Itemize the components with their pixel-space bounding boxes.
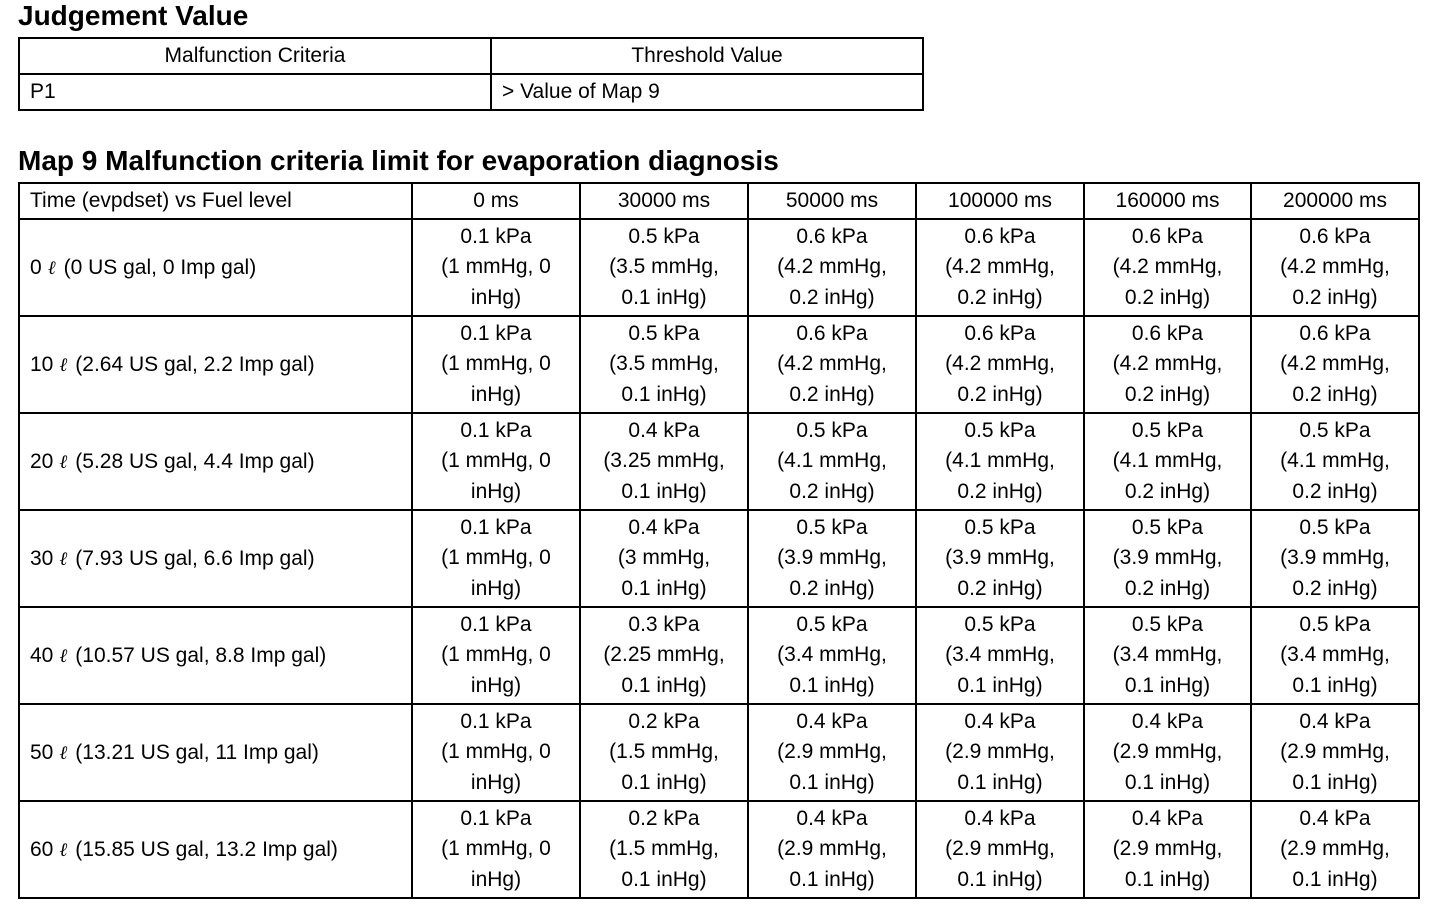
conversion-line: (4.1 mmHg, [1280, 449, 1390, 473]
table-row [19, 219, 1419, 316]
kpa-value: 0.6 kPa [796, 321, 868, 345]
threshold-value-cell [1084, 510, 1251, 607]
fuel-liters: 10 [30, 352, 54, 376]
threshold-value-cell [580, 607, 748, 704]
conversion-line: inHg) [470, 770, 522, 794]
conversion-line: (3.9 mmHg, [1280, 546, 1390, 570]
conversion-line: 0.1 inHg) [789, 770, 875, 794]
fuel-conversion: (15.85 US gal, 13.2 Imp gal) [75, 837, 338, 861]
threshold-value-cell [916, 413, 1084, 510]
kpa-value: 0.4 kPa [1131, 709, 1204, 733]
conversion-line: (1 mmHg, 0 [441, 449, 551, 473]
fuel-level-cell [19, 510, 412, 607]
conversion-line: 0.2 inHg) [957, 285, 1043, 309]
kpa-value: 0.1 kPa [460, 321, 532, 345]
conversion-line: 0.1 inHg) [621, 673, 707, 697]
conversion-line: 0.2 inHg) [957, 576, 1043, 600]
threshold-value-cell [916, 607, 1084, 704]
conversion-line: 0.1 inHg) [1124, 673, 1211, 697]
threshold-value-cell [1084, 704, 1251, 801]
kpa-value: 0.5 kPa [796, 418, 868, 442]
fuel-conversion: (13.21 US gal, 11 Imp gal) [75, 740, 319, 764]
fuel-liters: 30 [30, 546, 54, 570]
conversion-line: (4.2 mmHg, [1112, 352, 1223, 376]
fuel-conversion: (10.57 US gal, 8.8 Imp gal) [75, 643, 327, 667]
judgement-value-heading: Judgement Value [18, 0, 249, 31]
conversion-line: 0.2 inHg) [1292, 479, 1378, 503]
kpa-value: 0.4 kPa [796, 806, 868, 830]
conversion-line: (4.1 mmHg, [1112, 449, 1223, 473]
table-row [19, 316, 1419, 413]
table-row [19, 801, 1419, 898]
kpa-value: 0.5 kPa [964, 418, 1036, 442]
fuel-level-cell [19, 704, 412, 801]
conversion-line: 0.1 inHg) [621, 770, 707, 794]
threshold-value-cell [916, 219, 1084, 316]
threshold-value-cell [580, 413, 748, 510]
conversion-line: 0.2 inHg) [1292, 576, 1378, 600]
threshold-value-cell [412, 316, 580, 413]
fuel-liters: 60 [30, 837, 54, 861]
table-row [19, 607, 1419, 704]
kpa-value: 0.4 kPa [1299, 806, 1371, 830]
table-row [19, 704, 1419, 801]
conversion-line: 0.1 inHg) [789, 673, 875, 697]
kpa-value: 0.2 kPa [628, 806, 700, 830]
kpa-value: 0.1 kPa [460, 224, 532, 248]
threshold-value-cell [412, 413, 580, 510]
fuel-conversion: (5.28 US gal, 4.4 Imp gal) [75, 449, 315, 473]
threshold-value-cell [748, 704, 916, 801]
conversion-line: 0.2 inHg) [1124, 576, 1211, 600]
kpa-value: 0.6 kPa [1299, 224, 1371, 248]
threshold-value-cell [412, 510, 580, 607]
conversion-line: (2.9 mmHg, [1280, 740, 1390, 764]
liter-symbol: ℓ [59, 644, 68, 667]
conversion-line: 0.2 inHg) [1292, 382, 1378, 406]
conversion-line: (2.9 mmHg, [777, 740, 887, 764]
map-header-row [19, 183, 1419, 219]
map-9-table [18, 182, 1420, 899]
kpa-value: 0.5 kPa [1299, 515, 1371, 539]
threshold-value-cell [1251, 510, 1419, 607]
threshold-value-cell [1251, 219, 1419, 316]
threshold-value-cell [580, 219, 748, 316]
column-header-cell: 30000 ms [580, 183, 748, 219]
kpa-value: 0.1 kPa [460, 515, 532, 539]
conversion-line: 0.1 inHg) [957, 867, 1043, 891]
fuel-level-cell [19, 801, 412, 898]
conversion-line: 0.2 inHg) [789, 479, 875, 503]
conversion-line: 0.1 inHg) [1124, 770, 1211, 794]
threshold-value-cell [916, 510, 1084, 607]
conversion-line: inHg) [470, 382, 522, 406]
conversion-line: 0.2 inHg) [957, 382, 1043, 406]
conversion-line: (4.2 mmHg, [1280, 255, 1390, 279]
conversion-line: (1 mmHg, 0 [441, 352, 551, 376]
conversion-line: (1.5 mmHg, [609, 837, 719, 861]
conversion-line: (4.2 mmHg, [1112, 255, 1223, 279]
kpa-value: 0.1 kPa [460, 612, 532, 636]
threshold-value-cell [1251, 801, 1419, 898]
conversion-line: (1 mmHg, 0 [441, 255, 551, 279]
fuel-level-cell [19, 219, 412, 316]
conversion-line: (3 mmHg, [617, 546, 711, 570]
conversion-line: 0.1 inHg) [621, 867, 707, 891]
conversion-line: 0.1 inHg) [1292, 867, 1378, 891]
conversion-line: 0.2 inHg) [1124, 479, 1211, 503]
fuel-liters: 50 [30, 740, 54, 764]
conversion-line: (4.1 mmHg, [777, 449, 887, 473]
conversion-line: (3.25 mmHg, [603, 449, 725, 473]
conversion-line: (4.1 mmHg, [945, 449, 1055, 473]
threshold-value-cell [412, 801, 580, 898]
threshold-value-cell [1084, 316, 1251, 413]
kpa-value: 0.1 kPa [460, 806, 532, 830]
conversion-line: (1 mmHg, 0 [441, 740, 551, 764]
liter-symbol: ℓ [47, 256, 56, 279]
threshold-value-cell [748, 510, 916, 607]
conversion-line: (4.2 mmHg, [1280, 352, 1390, 376]
conversion-line: (1.5 mmHg, [609, 740, 719, 764]
conversion-line: (4.2 mmHg, [777, 352, 887, 376]
fuel-conversion: (7.93 US gal, 6.6 Imp gal) [75, 546, 315, 570]
conversion-line: inHg) [470, 867, 522, 891]
judgement-table [18, 37, 924, 111]
conversion-line: 0.1 inHg) [1292, 770, 1378, 794]
criteria-cell: P1 [19, 74, 491, 110]
conversion-line: 0.1 inHg) [621, 479, 707, 503]
threshold-value-cell [1251, 413, 1419, 510]
conversion-line: 0.1 inHg) [621, 576, 707, 600]
conversion-line: 0.1 inHg) [789, 867, 875, 891]
kpa-value: 0.5 kPa [1131, 612, 1204, 636]
conversion-line: inHg) [470, 673, 522, 697]
conversion-line: 0.1 inHg) [1292, 673, 1378, 697]
threshold-value-cell [916, 316, 1084, 413]
kpa-value: 0.5 kPa [1131, 418, 1204, 442]
kpa-value: 0.6 kPa [1131, 224, 1204, 248]
conversion-line: (3.9 mmHg, [1112, 546, 1223, 570]
threshold-value-cell [412, 607, 580, 704]
liter-symbol: ℓ [59, 741, 68, 764]
liter-symbol: ℓ [59, 838, 68, 861]
threshold-value-cell [412, 219, 580, 316]
conversion-line: 0.2 inHg) [789, 382, 875, 406]
fuel-liters: 0 [30, 255, 42, 279]
kpa-value: 0.5 kPa [796, 612, 868, 636]
conversion-line: (1 mmHg, 0 [441, 643, 551, 667]
threshold-value-cell [916, 801, 1084, 898]
threshold-value-cell [748, 413, 916, 510]
fuel-level-cell [19, 316, 412, 413]
kpa-value: 0.5 kPa [628, 224, 700, 248]
kpa-value: 0.1 kPa [460, 709, 532, 733]
header-malfunction-criteria: Malfunction Criteria [19, 38, 491, 74]
fuel-conversion: (0 US gal, 0 Imp gal) [63, 255, 257, 279]
threshold-value-cell [1251, 607, 1419, 704]
fuel-conversion: (2.64 US gal, 2.2 Imp gal) [75, 352, 315, 376]
liter-symbol: ℓ [59, 450, 68, 473]
conversion-line: (3.4 mmHg, [1112, 643, 1223, 667]
kpa-value: 0.5 kPa [1131, 515, 1204, 539]
threshold-value-cell [580, 316, 748, 413]
fuel-liters: 20 [30, 449, 54, 473]
liter-symbol: ℓ [59, 353, 68, 376]
kpa-value: 0.6 kPa [964, 224, 1036, 248]
conversion-line: 0.2 inHg) [789, 576, 875, 600]
threshold-value-cell [1251, 316, 1419, 413]
threshold-value-cell [1084, 219, 1251, 316]
threshold-value-cell [580, 510, 748, 607]
header-threshold-value: Threshold Value [491, 38, 923, 74]
column-header-cell: 0 ms [412, 183, 580, 219]
column-header-cell: 200000 ms [1251, 183, 1419, 219]
conversion-line: (2.9 mmHg, [1112, 740, 1223, 764]
kpa-value: 0.6 kPa [796, 224, 868, 248]
conversion-line: 0.2 inHg) [789, 285, 875, 309]
fuel-level-cell [19, 607, 412, 704]
kpa-value: 0.4 kPa [796, 709, 868, 733]
kpa-value: 0.5 kPa [1299, 418, 1371, 442]
kpa-value: 0.4 kPa [628, 515, 700, 539]
kpa-value: 0.5 kPa [628, 321, 700, 345]
conversion-line: (3.9 mmHg, [945, 546, 1055, 570]
judgement-row [19, 74, 923, 110]
conversion-line: 0.2 inHg) [1292, 285, 1378, 309]
table-row [19, 510, 1419, 607]
threshold-value-cell [1251, 704, 1419, 801]
kpa-value: 0.6 kPa [1299, 321, 1371, 345]
kpa-value: 0.6 kPa [1131, 321, 1204, 345]
conversion-line: 0.1 inHg) [621, 382, 707, 406]
kpa-value: 0.4 kPa [628, 418, 700, 442]
threshold-value-cell [580, 704, 748, 801]
conversion-line: (1 mmHg, 0 [441, 546, 551, 570]
conversion-line: (3.4 mmHg, [777, 643, 887, 667]
conversion-line: (3.4 mmHg, [945, 643, 1055, 667]
conversion-line: inHg) [470, 479, 522, 503]
conversion-line: inHg) [470, 285, 522, 309]
conversion-line: (4.2 mmHg, [945, 255, 1055, 279]
conversion-line: (3.4 mmHg, [1280, 643, 1390, 667]
corner-header-cell: Time (evpdset) vs Fuel level [19, 183, 412, 219]
conversion-line: (2.9 mmHg, [1112, 837, 1223, 861]
threshold-value-cell [1084, 801, 1251, 898]
threshold-value-cell [916, 704, 1084, 801]
judgement-header-row [19, 38, 923, 74]
threshold-cell: > Value of Map 9 [491, 74, 923, 110]
conversion-line: 0.1 inHg) [957, 673, 1043, 697]
liter-symbol: ℓ [59, 547, 68, 570]
column-header-cell: 160000 ms [1084, 183, 1251, 219]
conversion-line: (2.9 mmHg, [1280, 837, 1390, 861]
conversion-line: (3.5 mmHg, [609, 255, 719, 279]
kpa-value: 0.4 kPa [964, 709, 1036, 733]
conversion-line: (3.9 mmHg, [777, 546, 887, 570]
conversion-line: (2.9 mmHg, [777, 837, 887, 861]
map-9-heading: Map 9 Malfunction criteria limit for evaporation diagnosis [18, 145, 779, 176]
kpa-value: 0.2 kPa [628, 709, 700, 733]
threshold-value-cell [580, 801, 748, 898]
conversion-line: 0.2 inHg) [1124, 382, 1211, 406]
column-header-cell: 50000 ms [748, 183, 916, 219]
kpa-value: 0.4 kPa [1299, 709, 1371, 733]
table-row [19, 413, 1419, 510]
kpa-value: 0.5 kPa [964, 515, 1036, 539]
kpa-value: 0.5 kPa [964, 612, 1036, 636]
conversion-line: (4.2 mmHg, [945, 352, 1055, 376]
fuel-liters: 40 [30, 643, 54, 667]
kpa-value: 0.5 kPa [796, 515, 868, 539]
kpa-value: 0.4 kPa [964, 806, 1036, 830]
threshold-value-cell [1084, 413, 1251, 510]
threshold-value-cell [748, 607, 916, 704]
conversion-line: 0.1 inHg) [957, 770, 1043, 794]
conversion-line: (1 mmHg, 0 [441, 837, 551, 861]
conversion-line: 0.1 inHg) [621, 285, 707, 309]
conversion-line: inHg) [470, 576, 522, 600]
threshold-value-cell [748, 316, 916, 413]
fuel-level-cell [19, 413, 412, 510]
conversion-line: 0.1 inHg) [1124, 867, 1211, 891]
conversion-line: (2.9 mmHg, [945, 740, 1055, 764]
threshold-value-cell [748, 219, 916, 316]
column-header-cell: 100000 ms [916, 183, 1084, 219]
threshold-value-cell [748, 801, 916, 898]
conversion-line: (3.5 mmHg, [609, 352, 719, 376]
threshold-value-cell [1084, 607, 1251, 704]
conversion-line: (2.9 mmHg, [945, 837, 1055, 861]
kpa-value: 0.3 kPa [628, 612, 700, 636]
kpa-value: 0.5 kPa [1299, 612, 1371, 636]
threshold-value-cell [412, 704, 580, 801]
conversion-line: 0.2 inHg) [957, 479, 1043, 503]
kpa-value: 0.6 kPa [964, 321, 1036, 345]
kpa-value: 0.1 kPa [460, 418, 532, 442]
conversion-line: (4.2 mmHg, [777, 255, 887, 279]
conversion-line: 0.2 inHg) [1124, 285, 1211, 309]
kpa-value: 0.4 kPa [1131, 806, 1204, 830]
conversion-line: (2.25 mmHg, [603, 643, 725, 667]
